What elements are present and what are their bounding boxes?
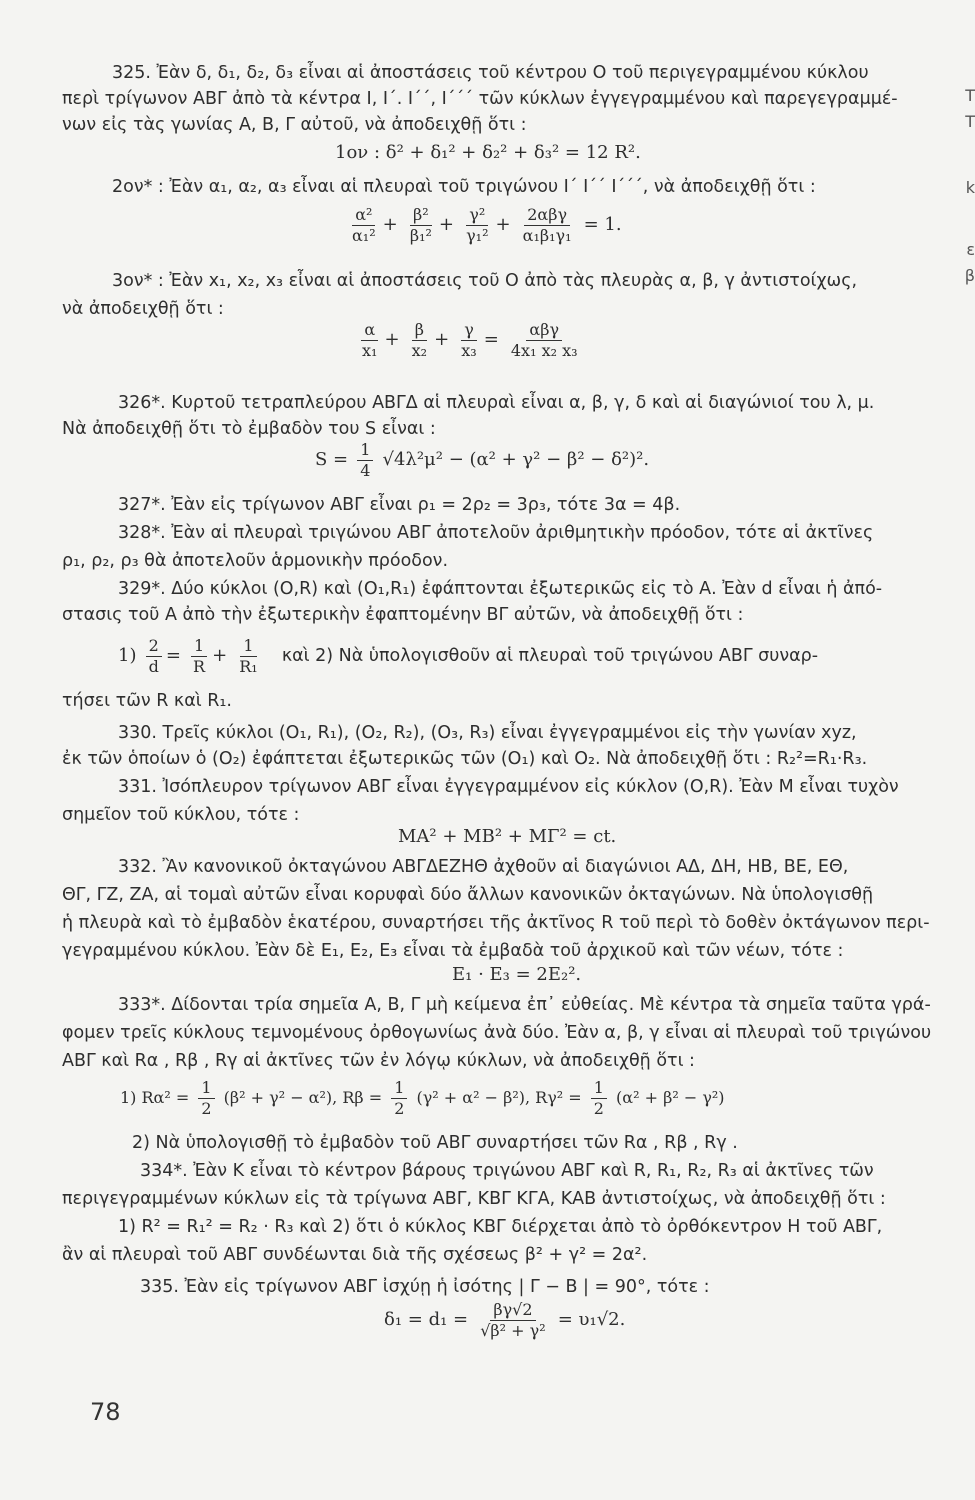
problem-334-line-3: 1) R² = R₁² = R₂ · R₃ καὶ 2) ὅτι ὁ κύκλος ΚΒΓ διέρχεται ἀπὸ τὸ ὀρθόκεντρον Η τοῦ ΑΒΓ, xyxy=(118,1217,883,1237)
denominator: α₁² xyxy=(352,226,376,245)
problem-326-line-1: 326*. Κυρτοῦ τετραπλεύρου ΑΒΓΔ αἱ πλευραὶ εἶναι α, β, γ, δ καὶ αἱ διαγώνιοί του λ, μ. xyxy=(118,393,875,413)
fraction xyxy=(359,320,380,361)
numerator: γ² xyxy=(466,205,488,226)
denominator: x₂ xyxy=(411,341,428,360)
numerator: αβγ xyxy=(526,320,562,341)
problem-333-line-2: φομεν τρεῖς κύκλους τεμνομένους ὀρθογωνίως ἀνὰ δύο. Ἐὰν α, β, γ εἶναι αἱ πλευραὶ τοῦ τριγώνου xyxy=(62,1023,932,1043)
equation-part: (α² + β² − γ²) xyxy=(616,1088,725,1107)
equation-label: 1) xyxy=(118,645,137,666)
fraction xyxy=(409,320,430,361)
problem-331-line-2: σημεῖον τοῦ κύκλου, τότε : xyxy=(62,805,300,825)
problem-335-line-1: 335. Ἐὰν εἰς τρίγωνον ΑΒΓ ἰσχύῃ ἡ ἰσότης | Γ − Β | = 90°, τότε : xyxy=(140,1277,710,1297)
problem-325-line-1: 325. Ἐὰν δ, δ₁, δ₂, δ₃ εἶναι αἱ ἀποστάσεις τοῦ κέντρου Ο τοῦ περιγεγραμμένου κύκλου xyxy=(112,63,869,83)
fraction xyxy=(477,1300,548,1341)
numerator: 2 xyxy=(146,636,162,657)
fraction xyxy=(349,205,379,246)
equation-lhs: δ₁ = d₁ = xyxy=(384,1309,469,1330)
numerator: 2αβγ xyxy=(524,205,570,226)
margin-glyph: T xyxy=(965,86,975,105)
fraction xyxy=(520,205,575,246)
problem-332-line-4: γεγραμμένου κύκλου. Ἐὰν δὲ E₁, E₂, E₃ εἶναι τὰ ἐμβαδὰ τοῦ ἀρχικοῦ καὶ τῶν νέων, τότε : xyxy=(62,941,844,961)
problem-325-line-2: περὶ τρίγωνον ΑΒΓ ἀπὸ τὰ κέντρα I, I΄. I΄΄, I΄΄΄ τῶν κύκλων ἐγγεγραμμένου καὶ παρεγεγραμμέ- xyxy=(62,89,898,109)
equation-lhs: S = xyxy=(315,449,349,470)
problem-325-line-3: νων εἰς τὰς γωνίας Α, Β, Γ αὐτοῦ, νὰ ἀποδειχθῇ ὅτι : xyxy=(62,115,527,135)
numerator: β xyxy=(412,320,427,341)
equation-rhs: = υ₁√2. xyxy=(557,1309,626,1330)
numerator: 1 xyxy=(191,636,207,657)
fraction xyxy=(190,636,208,677)
problem-333-line-4: 2) Νὰ ὑπολογισθῇ τὸ ἐμβαδὸν τοῦ ΑΒΓ συναρτήσει τῶν Rα , Rβ , Rγ . xyxy=(132,1133,738,1153)
margin-glyph: k xyxy=(965,178,975,197)
denominator: 2 xyxy=(394,1099,405,1118)
numerator: 1 xyxy=(391,1078,407,1099)
problem-328-line-1: 328*. Ἐὰν αἱ πλευραὶ τριγώνου ΑΒΓ ἀποτελοῦν ἀριθμητικὴν πρόοδον, τότε αἱ ἀκτῖνες xyxy=(118,523,874,543)
problem-334-line-2: περιγεγραμμένων κύκλων εἰς τὰ τρίγωνα ΑΒΓ, ΚΒΓ ΚΓΑ, ΚΑΒ ἀντιστοίχως, νὰ ἀποδειχθῇ ὅτι : xyxy=(62,1189,886,1209)
problem-325-line-4: 2ον* : Ἐὰν α₁, α₂, α₃ εἶναι αἱ πλευραὶ τοῦ τριγώνου I΄ I΄΄ I΄΄΄, νὰ ἀποδειχθῇ ὅτι : xyxy=(112,177,816,197)
fraction xyxy=(463,205,491,246)
problem-331-line-1: 331. Ἰσόπλευρον τρίγωνον ΑΒΓ εἶναι ἐγγεγραμμένον εἰς κύκλον (O,R). Ἐὰν Μ εἶναι τυχὸν xyxy=(118,777,899,797)
problem-326-line-2: Νὰ ἀποδειχθῇ ὅτι τὸ ἐμβαδὸν του S εἶναι : xyxy=(62,419,436,439)
numerator: 1 xyxy=(198,1078,214,1099)
problem-326-equation xyxy=(315,440,649,481)
problem-332-equation: E₁ · E₃ = 2E₂². xyxy=(452,964,582,985)
equation-text: καὶ 2) Νὰ ὑπολογισθοῦν αἱ πλευραὶ τοῦ τριγώνου ΑΒΓ συναρ- xyxy=(281,646,819,666)
numerator: 1 xyxy=(591,1078,607,1099)
problem-332-line-2: ΘΓ, ΓΖ, ΖΑ, αἱ τομαὶ αὐτῶν εἶναι κορυφαὶ δύο ἄλλων κανονικῶν ὀκταγώνων. Νὰ ὑπολογισθῇ xyxy=(62,885,874,905)
numerator: β² xyxy=(410,205,432,226)
numerator: 1 xyxy=(240,636,256,657)
numerator: βγ√2 xyxy=(490,1300,535,1321)
equation-part: 1) Rα² = xyxy=(120,1088,190,1107)
denominator: R xyxy=(193,657,206,676)
fraction xyxy=(236,636,260,677)
numerator: γ xyxy=(461,320,477,341)
problem-332-line-3: ἡ πλευρὰ καὶ τὸ ἐμβαδὸν ἑκατέρου, συναρτήσει τῆς ἀκτῖνος R τοῦ περὶ τὸ δοθὲν ὀκτάγωνον περι- xyxy=(62,913,930,933)
denominator: 4x₁ x₂ x₃ xyxy=(510,341,578,360)
margin-glyph: T xyxy=(965,112,975,131)
equation-end: = 1. xyxy=(583,214,622,235)
equation-rhs: √4λ²μ² − (α² + γ² − β² − δ²)². xyxy=(382,449,650,470)
problem-325-equation-2: $\frac{\text{α²}}{\text{α₁²}}$ + $\frac{\text{β²}}{\text{β₁²}}$ + $\frac{\text{γ²}}{\text{γ₁²}}$ + $\frac{\text{2αβγ}}{\text{α₁β₁γ₁}}$ = 1. xyxy=(345,205,622,246)
problem-329-line-2: στασις τοῦ Α ἀπὸ τὴν ἐξωτερικὴν ἐφαπτομένην ΒΓ αὐτῶν, νὰ ἀποδειχθῇ ὅτι : xyxy=(62,605,744,625)
denominator: 2 xyxy=(201,1099,212,1118)
problem-333-line-3: ΑΒΓ καὶ Rα , Rβ , Rγ αἱ ἀκτῖνες τῶν ἐν λόγῳ κύκλων, νὰ ἀποδειχθῇ ὅτι : xyxy=(62,1051,695,1071)
denominator: β₁² xyxy=(409,226,432,245)
problem-327-line-1: 327*. Ἐὰν εἰς τρίγωνον ΑΒΓ εἶναι ρ₁ = 2ρ₂ = 3ρ₃, τότε 3α = 4β. xyxy=(118,495,681,515)
margin-glyph: β xyxy=(964,266,975,285)
fraction xyxy=(391,1078,407,1119)
problem-332-line-1: 332. Ἂν κανονικοῦ ὀκταγώνου ΑΒΓΔΕΖΗΘ ἀχθοῦν αἱ διαγώνιοι ΑΔ, ΔΗ, ΗΒ, ΒΕ, ΕΘ, xyxy=(118,857,849,877)
problem-331-equation: ΜΑ² + ΜΒ² + ΜΓ² = ct. xyxy=(398,826,617,847)
problem-334-line-1: 334*. Ἐὰν Κ εἶναι τὸ κέντρον βάρους τριγώνου ΑΒΓ καὶ R, R₁, R₂, R₃ αἱ ἀκτῖνες τῶν xyxy=(140,1161,874,1181)
problem-325-line-6: νὰ ἀποδειχθῇ ὅτι : xyxy=(62,299,224,319)
denominator: α₁β₁γ₁ xyxy=(522,226,572,245)
denominator: R₁ xyxy=(239,657,258,676)
problem-329-equation: 1) $\frac{2}{d}$ = $\frac{1}{R}$ + $\frac{1}{\text{R₁}}$ καὶ 2) Νὰ ὑπολογισθοῦν αἱ πλευραὶ τοῦ τριγώνου ΑΒΓ συναρ- xyxy=(118,636,819,676)
problem-325-line-5: 3ον* : Ἐὰν x₁, x₂, x₃ εἶναι αἱ ἀποστάσεις τοῦ Ο ἀπὸ τὰς πλευρὰς α, β, γ ἀντιστοίχως, xyxy=(112,271,858,291)
denominator: 4 xyxy=(360,461,371,480)
problem-335-equation xyxy=(384,1300,625,1341)
denominator: x₃ xyxy=(461,341,477,360)
problem-330-line-1: 330. Τρεῖς κύκλοι (O₁, R₁), (O₂, R₂), (O₃, R₃) εἶναι ἐγγεγραμμένοι εἰς τὴν γωνίαν xyz, xyxy=(118,723,857,743)
fraction xyxy=(146,636,162,677)
page-number: 78 xyxy=(90,1398,121,1426)
denominator: √β² + γ² xyxy=(480,1321,546,1340)
equation-part: (γ² + α² − β²), Rγ² = xyxy=(416,1088,582,1107)
fraction xyxy=(591,1078,607,1119)
problem-329-line-1: 329*. Δύο κύκλοι (O,R) καὶ (O₁,R₁) ἐφάπτονται ἐξωτερικῶς εἰς τὸ Α. Ἐὰν d εἶναι ἡ ἀπό- xyxy=(118,579,883,599)
problem-325-equation-1: 1ον : δ² + δ₁² + δ₂² + δ₃² = 12 R². xyxy=(335,142,641,163)
equation-part: (β² + γ² − α²), Rβ = xyxy=(223,1088,383,1107)
denominator: γ₁² xyxy=(466,226,489,245)
numerator: α xyxy=(361,320,378,341)
problem-334-line-4: ἂν αἱ πλευραὶ τοῦ ΑΒΓ συνδέωνται διὰ τῆς σχέσεως β² + γ² = 2α². xyxy=(62,1245,648,1265)
problem-333-line-1: 333*. Δίδονται τρία σημεῖα Α, Β, Γ μὴ κείμενα ἐπ᾽ εὐθείας. Μὲ κέντρα τὰ σημεῖα ταῦτα γρά- xyxy=(118,995,931,1015)
problem-325-equation-3: $\frac{\alpha}{\text{x₁}}$ + $\frac{\beta}{\text{x₂}}$ + $\frac{\gamma}{\text{x₃}}$ = $\frac{\text{αβγ}}{\text{4x₁ x₂ x₃}}$ xyxy=(355,320,585,361)
fraction xyxy=(198,1078,214,1119)
fraction xyxy=(458,320,479,361)
problem-333-equation xyxy=(120,1078,725,1119)
problem-328-line-2: ρ₁, ρ₂, ρ₃ θὰ ἀποτελοῦν ἁρμονικὴν πρόοδον. xyxy=(62,551,449,571)
denominator: x₁ xyxy=(362,341,378,360)
fraction xyxy=(407,205,435,246)
margin-glyph: ε xyxy=(966,240,975,259)
denominator: 2 xyxy=(593,1099,604,1118)
numerator: α² xyxy=(352,205,375,226)
problem-329-line-3: τήσει τῶν R καὶ R₁. xyxy=(62,691,232,711)
fraction xyxy=(357,440,373,481)
denominator: d xyxy=(148,657,159,676)
fraction xyxy=(508,320,581,361)
numerator: 1 xyxy=(357,440,373,461)
problem-330-line-2: ἐκ τῶν ὁποίων ὁ (O₂) ἐφάπτεται ἐξωτερικῶς τῶν (O₁) καὶ O₂. Νὰ ἀποδειχθῇ ὅτι : R₂²=R₁·R₃. xyxy=(62,749,868,769)
